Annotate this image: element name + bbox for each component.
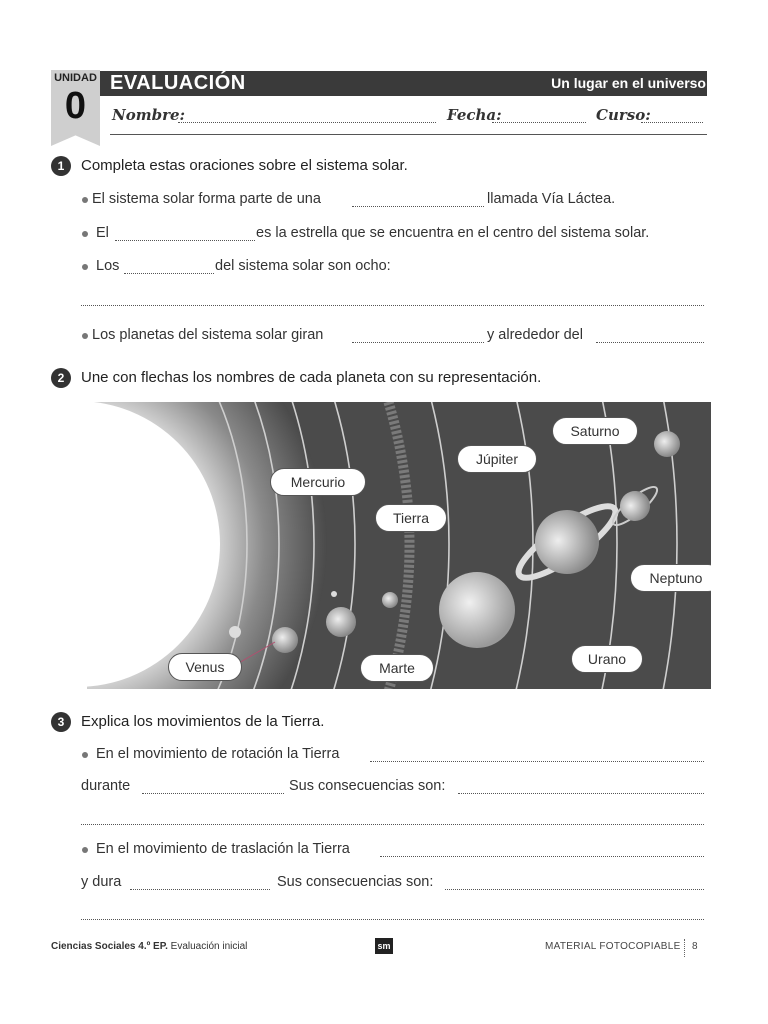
- q1-line5-b: y alrededor del: [487, 327, 583, 343]
- name-label: Nombre:: [112, 106, 186, 124]
- question-2-prompt: Une con flechas los nombres de cada planeta con su representación.: [81, 369, 542, 386]
- page-number: 8: [692, 941, 698, 952]
- q3-blank-5b[interactable]: [445, 889, 704, 890]
- unit-number: 0: [64, 85, 87, 127]
- q1-blank-3[interactable]: [124, 273, 214, 274]
- date-field[interactable]: [492, 122, 586, 123]
- planet-marte: [382, 592, 398, 608]
- q3-line4: En el movimiento de traslación la Tierra: [96, 841, 350, 857]
- q3-line5-a: y dura: [81, 874, 122, 890]
- header-rule: [110, 134, 707, 135]
- q1-blank-5a[interactable]: [352, 342, 484, 343]
- date-label: Fecha:: [447, 106, 502, 124]
- unit-label: UNIDAD: [54, 72, 97, 84]
- q3-line5-b: Sus consecuencias son:: [277, 874, 434, 890]
- q3-blank-line-3[interactable]: [81, 824, 704, 825]
- bullet: [82, 333, 88, 339]
- q3-blank-2a[interactable]: [142, 793, 284, 794]
- footer-material: MATERIAL FOTOCOPIABLE: [545, 941, 681, 952]
- planet-jupiter: [439, 572, 515, 648]
- label-venus[interactable]: Venus: [168, 653, 242, 681]
- footer-subject-text: Ciencias Sociales 4.º EP.: [51, 941, 168, 952]
- publisher-logo: sm: [375, 938, 393, 954]
- label-saturno[interactable]: Saturno: [552, 417, 638, 445]
- question-1-number: 1: [51, 156, 71, 176]
- question-3-prompt: Explica los movimientos de la Tierra.: [81, 713, 325, 730]
- q3-blank-5a[interactable]: [130, 889, 270, 890]
- q1-line3-b: del sistema solar son ocho:: [215, 258, 391, 274]
- footer-eval-text: Evaluación inicial: [170, 941, 248, 952]
- question-1-prompt: Completa estas oraciones sobre el sistema solar.: [81, 157, 408, 174]
- q1-blank-line-4[interactable]: [81, 305, 704, 306]
- bullet: [82, 847, 88, 853]
- label-mercurio[interactable]: Mercurio: [270, 468, 366, 496]
- q1-blank-3b[interactable]: [408, 273, 702, 274]
- q1-line1-b: llamada Vía Láctea.: [487, 191, 616, 207]
- planet-venus: [272, 627, 298, 653]
- q1-blank-1[interactable]: [352, 206, 484, 207]
- q1-blank-5b[interactable]: [596, 342, 704, 343]
- label-urano[interactable]: Urano: [571, 645, 643, 673]
- footer-subject: [51, 941, 247, 952]
- q3-blank-1[interactable]: [370, 761, 704, 762]
- page-title: EVALUACIÓN: [110, 72, 246, 94]
- q1-line2-b: es la estrella que se encuentra en el centro del sistema solar.: [256, 225, 650, 241]
- bullet: [82, 231, 88, 237]
- q1-line3-a: Los: [96, 258, 120, 274]
- planet-mercurio: [229, 626, 241, 638]
- q1-blank-2[interactable]: [115, 240, 255, 241]
- planet-neptuno: [654, 431, 680, 457]
- q1-line2-a: El: [96, 225, 109, 241]
- course-label: Curso:: [596, 106, 651, 124]
- q3-line2-b: Sus consecuencias son:: [289, 778, 446, 794]
- q3-blank-4[interactable]: [380, 856, 704, 857]
- label-marte[interactable]: Marte: [360, 654, 434, 682]
- page-subtitle: Un lugar en el universo: [551, 75, 706, 91]
- footer-separator: [684, 939, 685, 957]
- question-3-number: 3: [51, 712, 71, 732]
- q3-line2-a: durante: [81, 778, 131, 794]
- label-neptuno[interactable]: Neptuno: [630, 564, 711, 592]
- planet-small: [331, 591, 337, 597]
- course-field[interactable]: [641, 122, 703, 123]
- bullet: [82, 752, 88, 758]
- q1-line1-a: El sistema solar forma parte de una: [92, 191, 321, 207]
- q1-line5-a: Los planetas del sistema solar giran: [92, 327, 324, 343]
- name-field[interactable]: [178, 122, 436, 123]
- q3-line1: En el movimiento de rotación la Tierra: [96, 746, 340, 762]
- q3-blank-2b[interactable]: [458, 793, 704, 794]
- bullet: [82, 197, 88, 203]
- label-tierra[interactable]: Tierra: [375, 504, 447, 532]
- solar-system-image: [87, 402, 711, 689]
- label-jupiter[interactable]: Júpiter: [457, 445, 537, 473]
- question-2-number: 2: [51, 368, 71, 388]
- planet-tierra: [326, 607, 356, 637]
- q3-blank-line-6[interactable]: [81, 919, 704, 920]
- bullet: [82, 264, 88, 270]
